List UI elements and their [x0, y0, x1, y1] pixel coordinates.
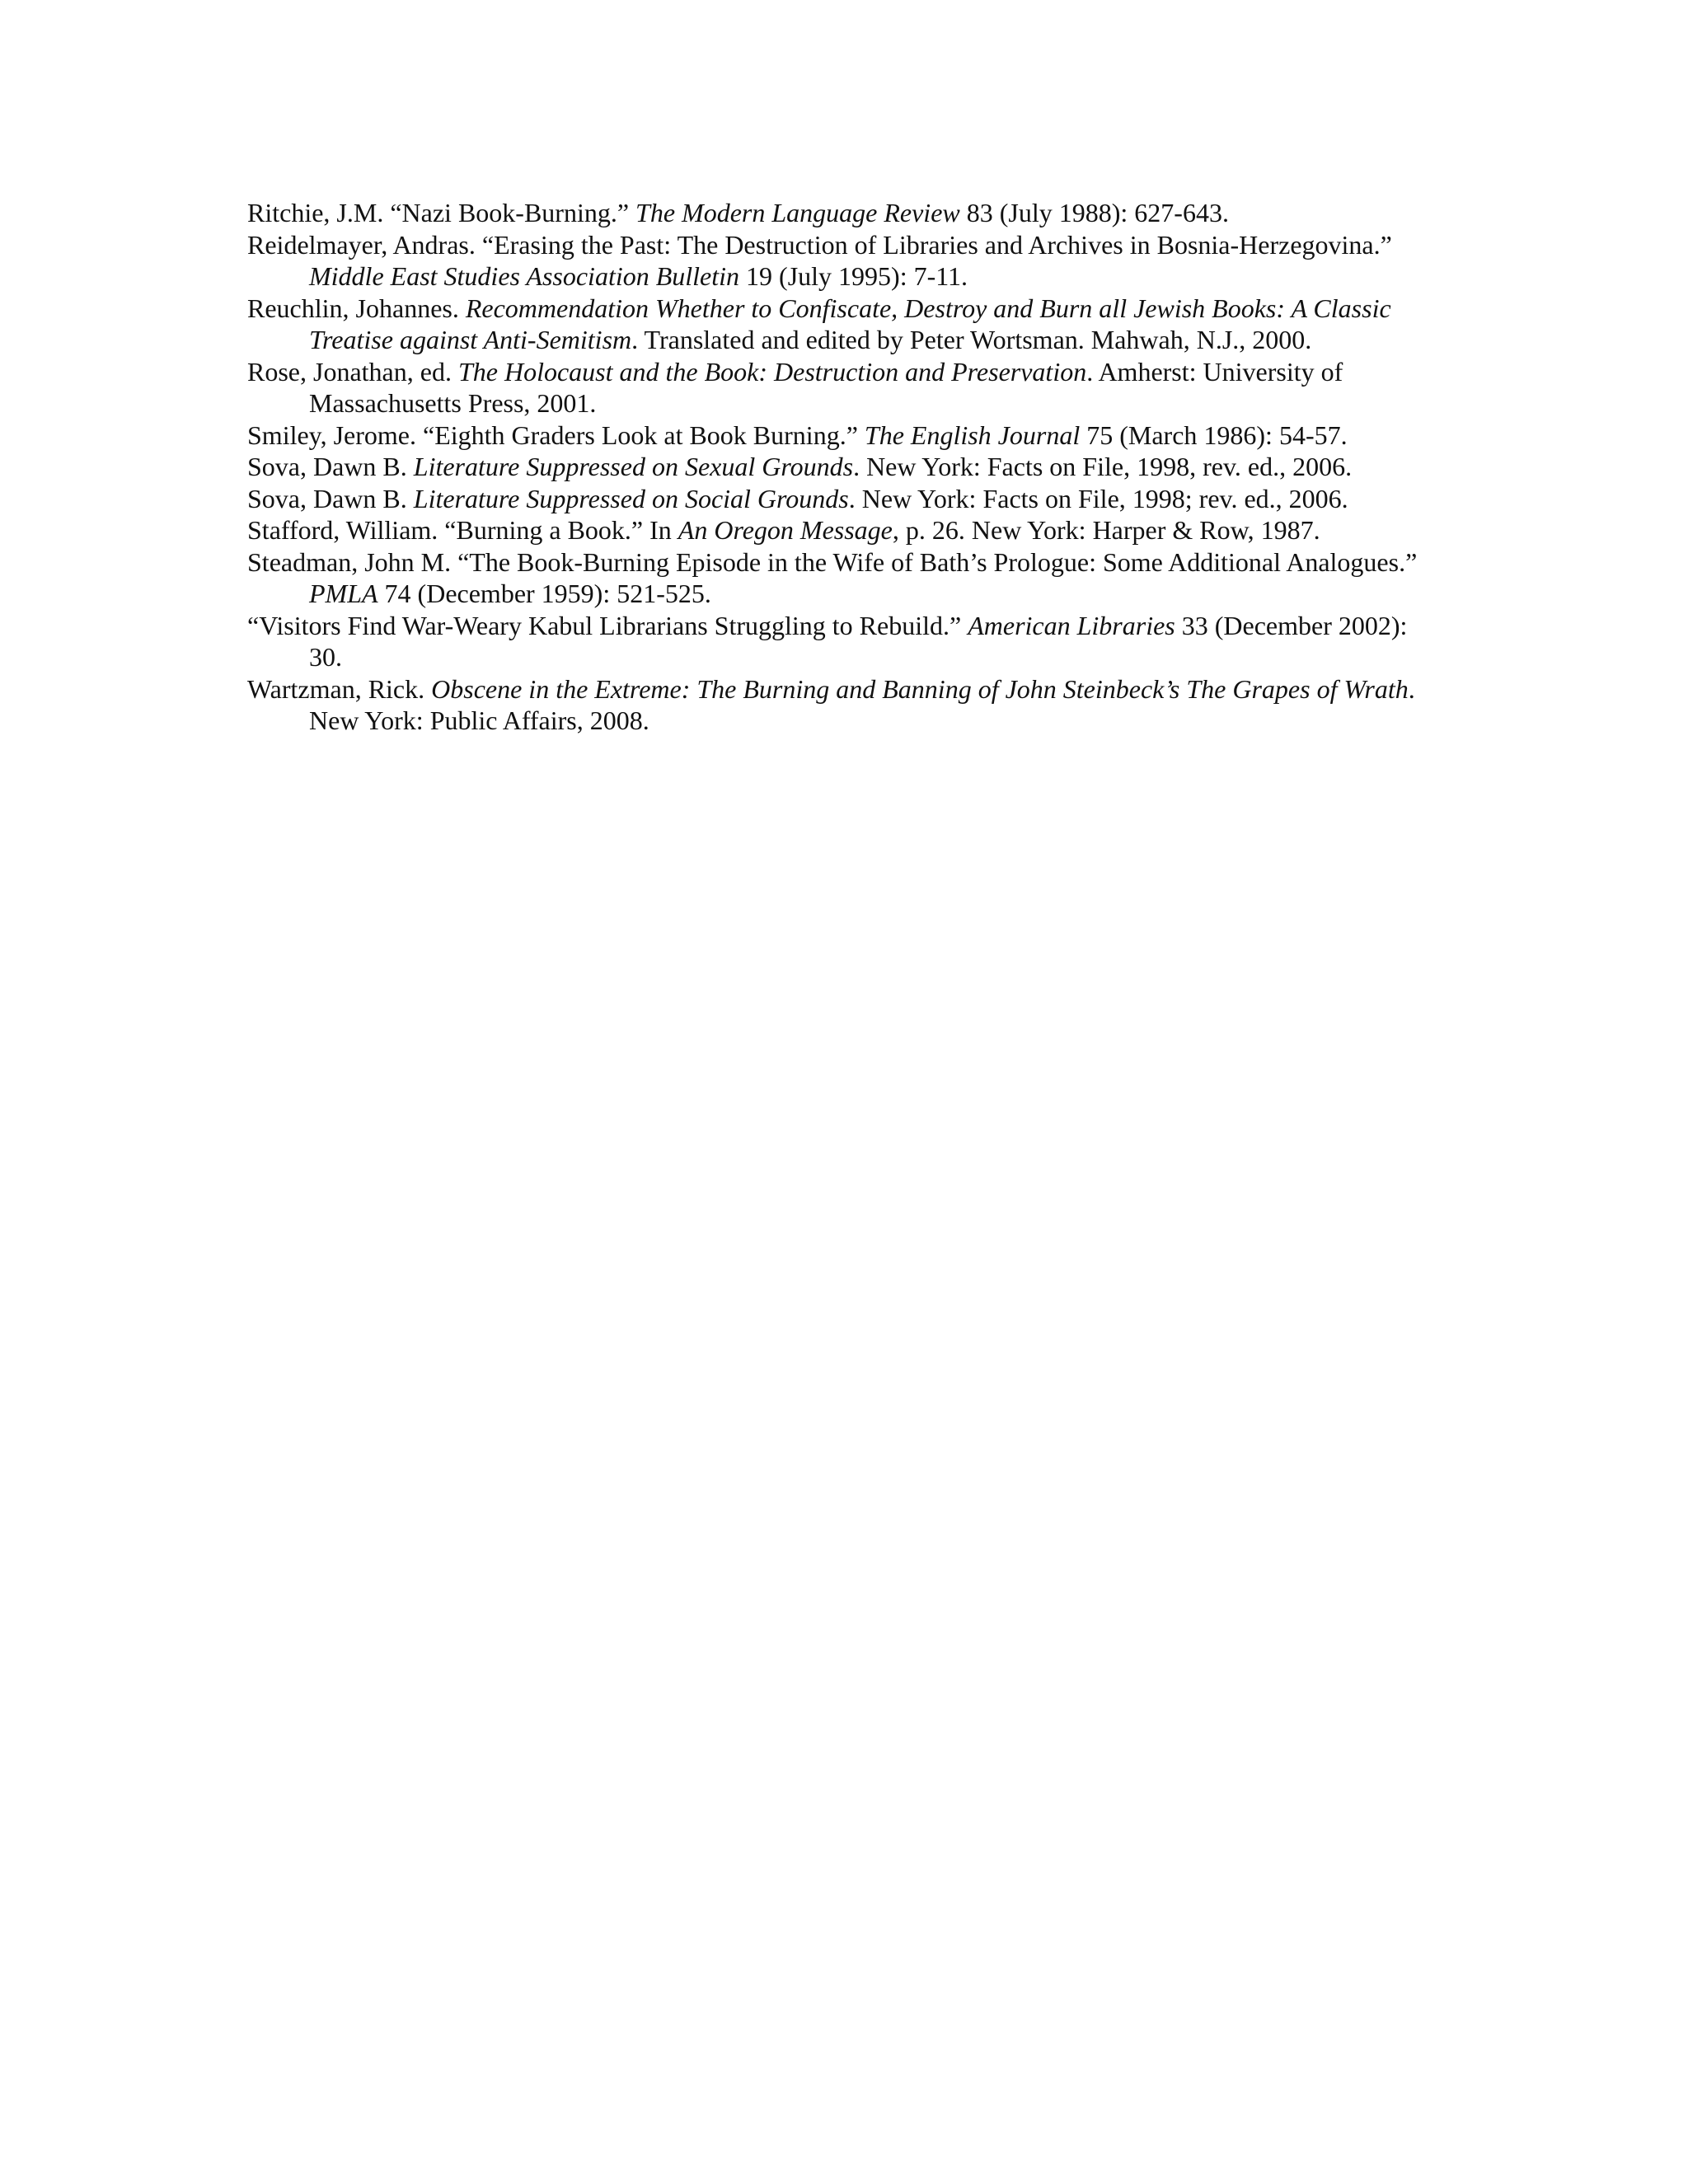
- bibliography-list: [247, 197, 1424, 737]
- entry-text: Rose, Jonathan, ed.: [247, 356, 458, 387]
- entry-text: Stafford, William. “Burning a Book.” In: [247, 515, 678, 545]
- entry-text: Sova, Dawn B.: [247, 452, 414, 481]
- entry-text: Steadman, John M. “The Book-Burning Episode in the Wife of Bath’s Prologue: Some Additional Analogues.”: [247, 546, 1424, 577]
- entry-title-italic: Literature Suppressed on Sexual Grounds: [413, 452, 854, 481]
- bibliography-entry: [247, 293, 1418, 356]
- entry-text: “Visitors Find War-Weary Kabul Librarians Struggling to Rebuild.”: [247, 610, 968, 640]
- entry-title-italic: Literature Suppressed on Social Grounds: [413, 483, 849, 513]
- entry-text: 19 (July 1995): 7-11.: [739, 261, 968, 291]
- entry-title-italic: American Libraries: [968, 610, 1175, 640]
- bibliography-entry: [247, 546, 1424, 610]
- entry-text: . New York: Facts on File, 1998, rev. ed., 2006.: [853, 452, 1353, 481]
- entry-title-italic: The Modern Language Review: [635, 198, 960, 227]
- entry-text: Sova, Dawn B.: [247, 483, 414, 513]
- entry-title-italic: An Oregon Message: [678, 515, 893, 545]
- bibliography-entry: [247, 673, 1422, 737]
- entry-text: . New York: Facts on File, 1998; rev. ed., 2006.: [848, 483, 1348, 513]
- entry-title-italic: PMLA: [309, 579, 378, 608]
- entry-title-italic: Obscene in the Extreme: The Burning and Banning of John Steinbeck’s The Grapes of Wrath: [431, 673, 1409, 704]
- entry-text: Smiley, Jerome. “Eighth Graders Look at Book Burning.”: [247, 419, 865, 450]
- entry-title-italic: Middle East Studies Association Bulletin: [309, 261, 740, 291]
- entry-title-italic: The English Journal: [864, 419, 1081, 450]
- bibliography-entry: [247, 514, 1418, 546]
- bibliography-entry: [247, 610, 1418, 673]
- entry-title-italic: The Holocaust and the Book: Destruction and Preservation: [457, 356, 1087, 387]
- entry-text: Reidelmayer, Andras. “Erasing the Past: The Destruction of Libraries and Archives in Bosnia-Herzegovina.”: [247, 229, 1399, 260]
- entry-text: 33 (December 2002): 30.: [309, 610, 1414, 672]
- entry-text: 74 (December 1959): 521-525.: [377, 579, 711, 608]
- entry-text: , p. 26. New York: Harper & Row, 1987.: [892, 515, 1320, 545]
- entry-text: 75 (March 1986): 54-57.: [1080, 419, 1348, 450]
- entry-text: Wartzman, Rick.: [247, 673, 432, 704]
- entry-text: . New York: Public Affairs, 2008.: [309, 673, 1422, 735]
- bibliography-entry: [247, 483, 1418, 515]
- entry-text: . Translated and edited by Peter Wortsman. Mahwah, N.J., 2000.: [631, 325, 1312, 354]
- bibliography-entry: [247, 229, 1418, 293]
- bibliography-entry: [247, 451, 1418, 483]
- entry-text: 83 (July 1988): 627-643.: [959, 198, 1229, 227]
- entry-text: Ritchie, J.M. “Nazi Book-Burning.”: [247, 198, 636, 227]
- entry-text: Reuchlin, Johannes.: [247, 293, 466, 323]
- bibliography-entry: [247, 356, 1418, 419]
- bibliography-entry: [247, 419, 1418, 452]
- entry-text: . Amherst: University of Massachusetts Press, 2001.: [309, 356, 1350, 418]
- entry-title-italic: Recommendation Whether to Confiscate, Destroy and Burn all Jewish Books: A Classic Treatise against Anti-Semitism: [309, 293, 1398, 354]
- bibliography-entry: [247, 197, 1418, 229]
